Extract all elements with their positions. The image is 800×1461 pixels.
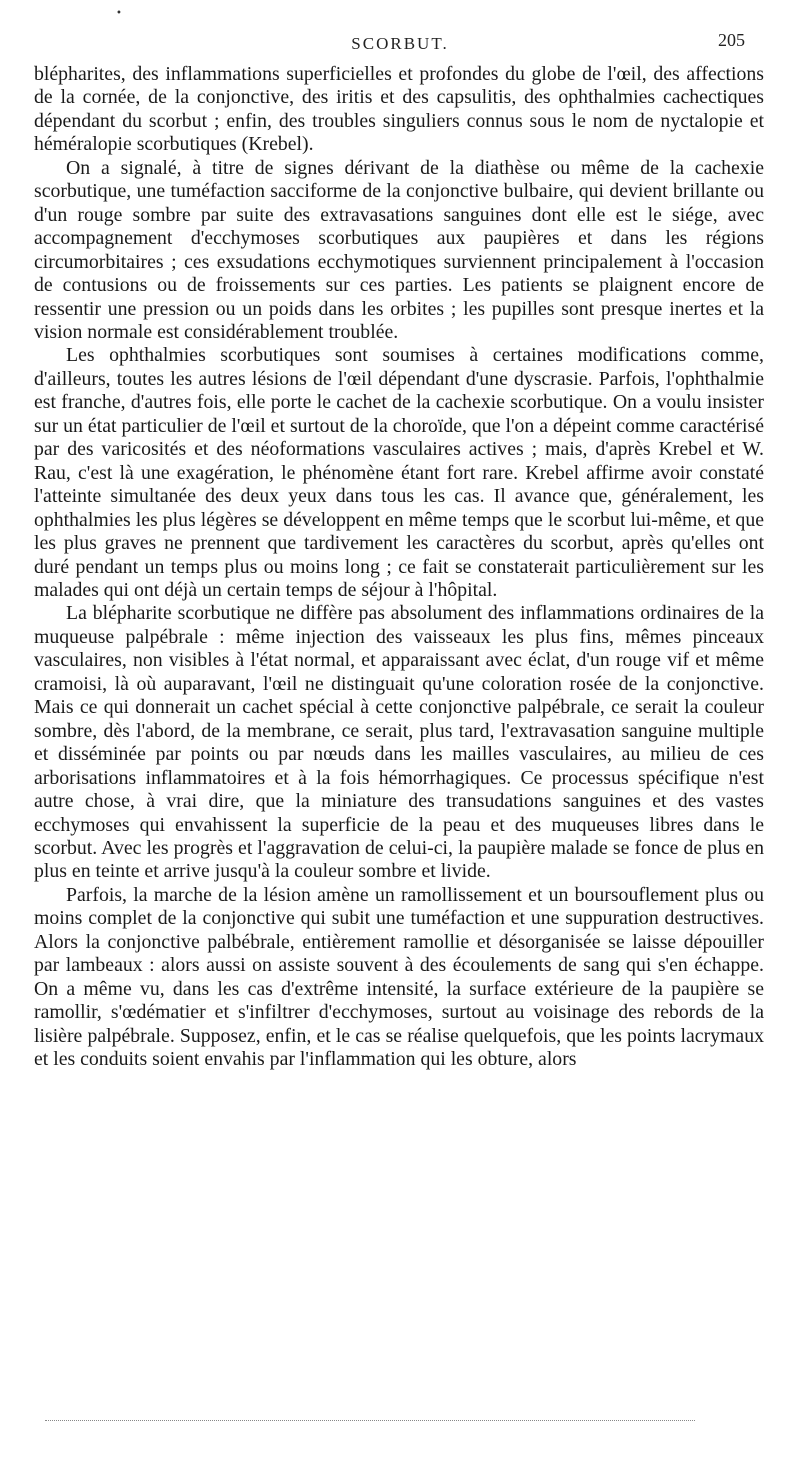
- body-text: [34, 63, 764, 1071]
- page-number: 205: [718, 30, 745, 50]
- paragraph-3: Les ophthalmies scorbutiques sont soumises à certaines modifications comme, d'ailleurs, toutes les autres lésions de l'œil dépendant d'une dyscrasie. Parfois, l'ophthalmie est franche, d'autres fois, elle porte le cachet de la cachexie scorbutique. On a voulu insister sur un état particulier de l'œil et surtout de la choroïde, que l'on a dépeint comme caractérisé par des varicosités et des néoformations vasculaires actives ; mais, d'après Krebel et W. Rau, c'est là une exagération, le phénomène étant fort rare. Krebel affirme avoir constaté l'atteinte simultanée des deux yeux dans tous les cas. Il avance que, généralement, les ophthalmies les plus légères se développent en même temps que le scorbut lui-même, et que les plus graves ne prennent que tardivement les caractères du scorbut, après qu'elles ont duré pendant un temps plus ou moins long ; ce fait se constaterait particulièrement sur les malades qui ont déjà un certain temps de séjour à l'hôpital.: [34, 344, 764, 601]
- bottom-rule: [45, 1420, 695, 1421]
- paragraph-1: blépharites, des inflammations superficielles et profondes du globe de l'œil, des affections de la cornée, de la conjonctive, des iritis et des capsulitis, des ophthalmies cachectiques dépendant du scorbut ; enfin, des troubles singuliers connus sous le nom de nyctalopie et héméralopie scorbutiques (Krebel).: [34, 63, 764, 156]
- running-head: SCORBUT.: [351, 34, 449, 53]
- top-mark: •: [116, 8, 122, 19]
- paragraph-4: La blépharite scorbutique ne diffère pas absolument des inflammations ordinaires de la muqueuse palpébrale : même injection des vaisseaux les plus fins, mêmes pinceaux vasculaires, non visibles à l'état normal, et apparaissant avec éclat, d'un rouge vif et même cramoisi, là où auparavant, l'œil ne distinguait qu'une coloration rosée de la conjonctive. Mais ce qui donnerait un cachet spécial à cette conjonctive palpébrale, ce serait la couleur sombre, dès l'abord, de la membrane, ce serait, plus tard, l'extravasation sanguine multiple et disséminée par points ou par nœuds dans les mailles vasculaires, au milieu de ces arborisations inflammatoires et à la fois hémorrhagiques. Ce processus spécifique n'est autre chose, à vrai dire, que la miniature des transudations sanguines et des vastes ecchymoses qui envahissent la superficie de la peau et des muqueuses libres dans le scorbut. Avec les progrès et l'aggravation de celui-ci, la paupière malade se fonce de plus en plus en teinte et arrive jusqu'à la couleur sombre et livide.: [34, 602, 764, 883]
- paragraph-2: On a signalé, à titre de signes dérivant de la diathèse ou même de la cachexie scorbutique, une tuméfaction sacciforme de la conjonctive bulbaire, qui devient brillante ou d'un rouge sombre par suite des extravasations sanguines dont elle est le siége, avec accompagnement d'ecchymoses scorbutiques aux paupières et dans les régions circumorbitaires ; ces exsudations ecchymotiques surviennent principalement à l'occasion de contusions ou de froissements sur ces parties. Les patients se plaignent encore de ressentir une pression ou un poids dans les orbites ; les pupilles sont presque inertes et la vision normale est considérablement troublée.: [34, 156, 764, 343]
- paragraph-5: Parfois, la marche de la lésion amène un ramollissement et un boursouflement plus ou moins complet de la conjonctive qui subit une tuméfaction et une suppuration destructives. Alors la conjonctive palbébrale, entièrement ramollie et désorganisée se laisse dépouiller par lambeaux : alors aussi on assiste souvent à des écoulements de sang qui s'en échappe. On a même vu, dans les cas d'extrême intensité, la surface extérieure de la paupière se ramollir, s'œdématier et s'infiltrer d'ecchymoses, surtout au voisinage des rebords de la lisière palpébrale. Supposez, enfin, et le cas se réalise quelquefois, que les points lacrymaux et les conduits soient envahis par l'inflammation qui les obture, alors: [34, 883, 764, 1071]
